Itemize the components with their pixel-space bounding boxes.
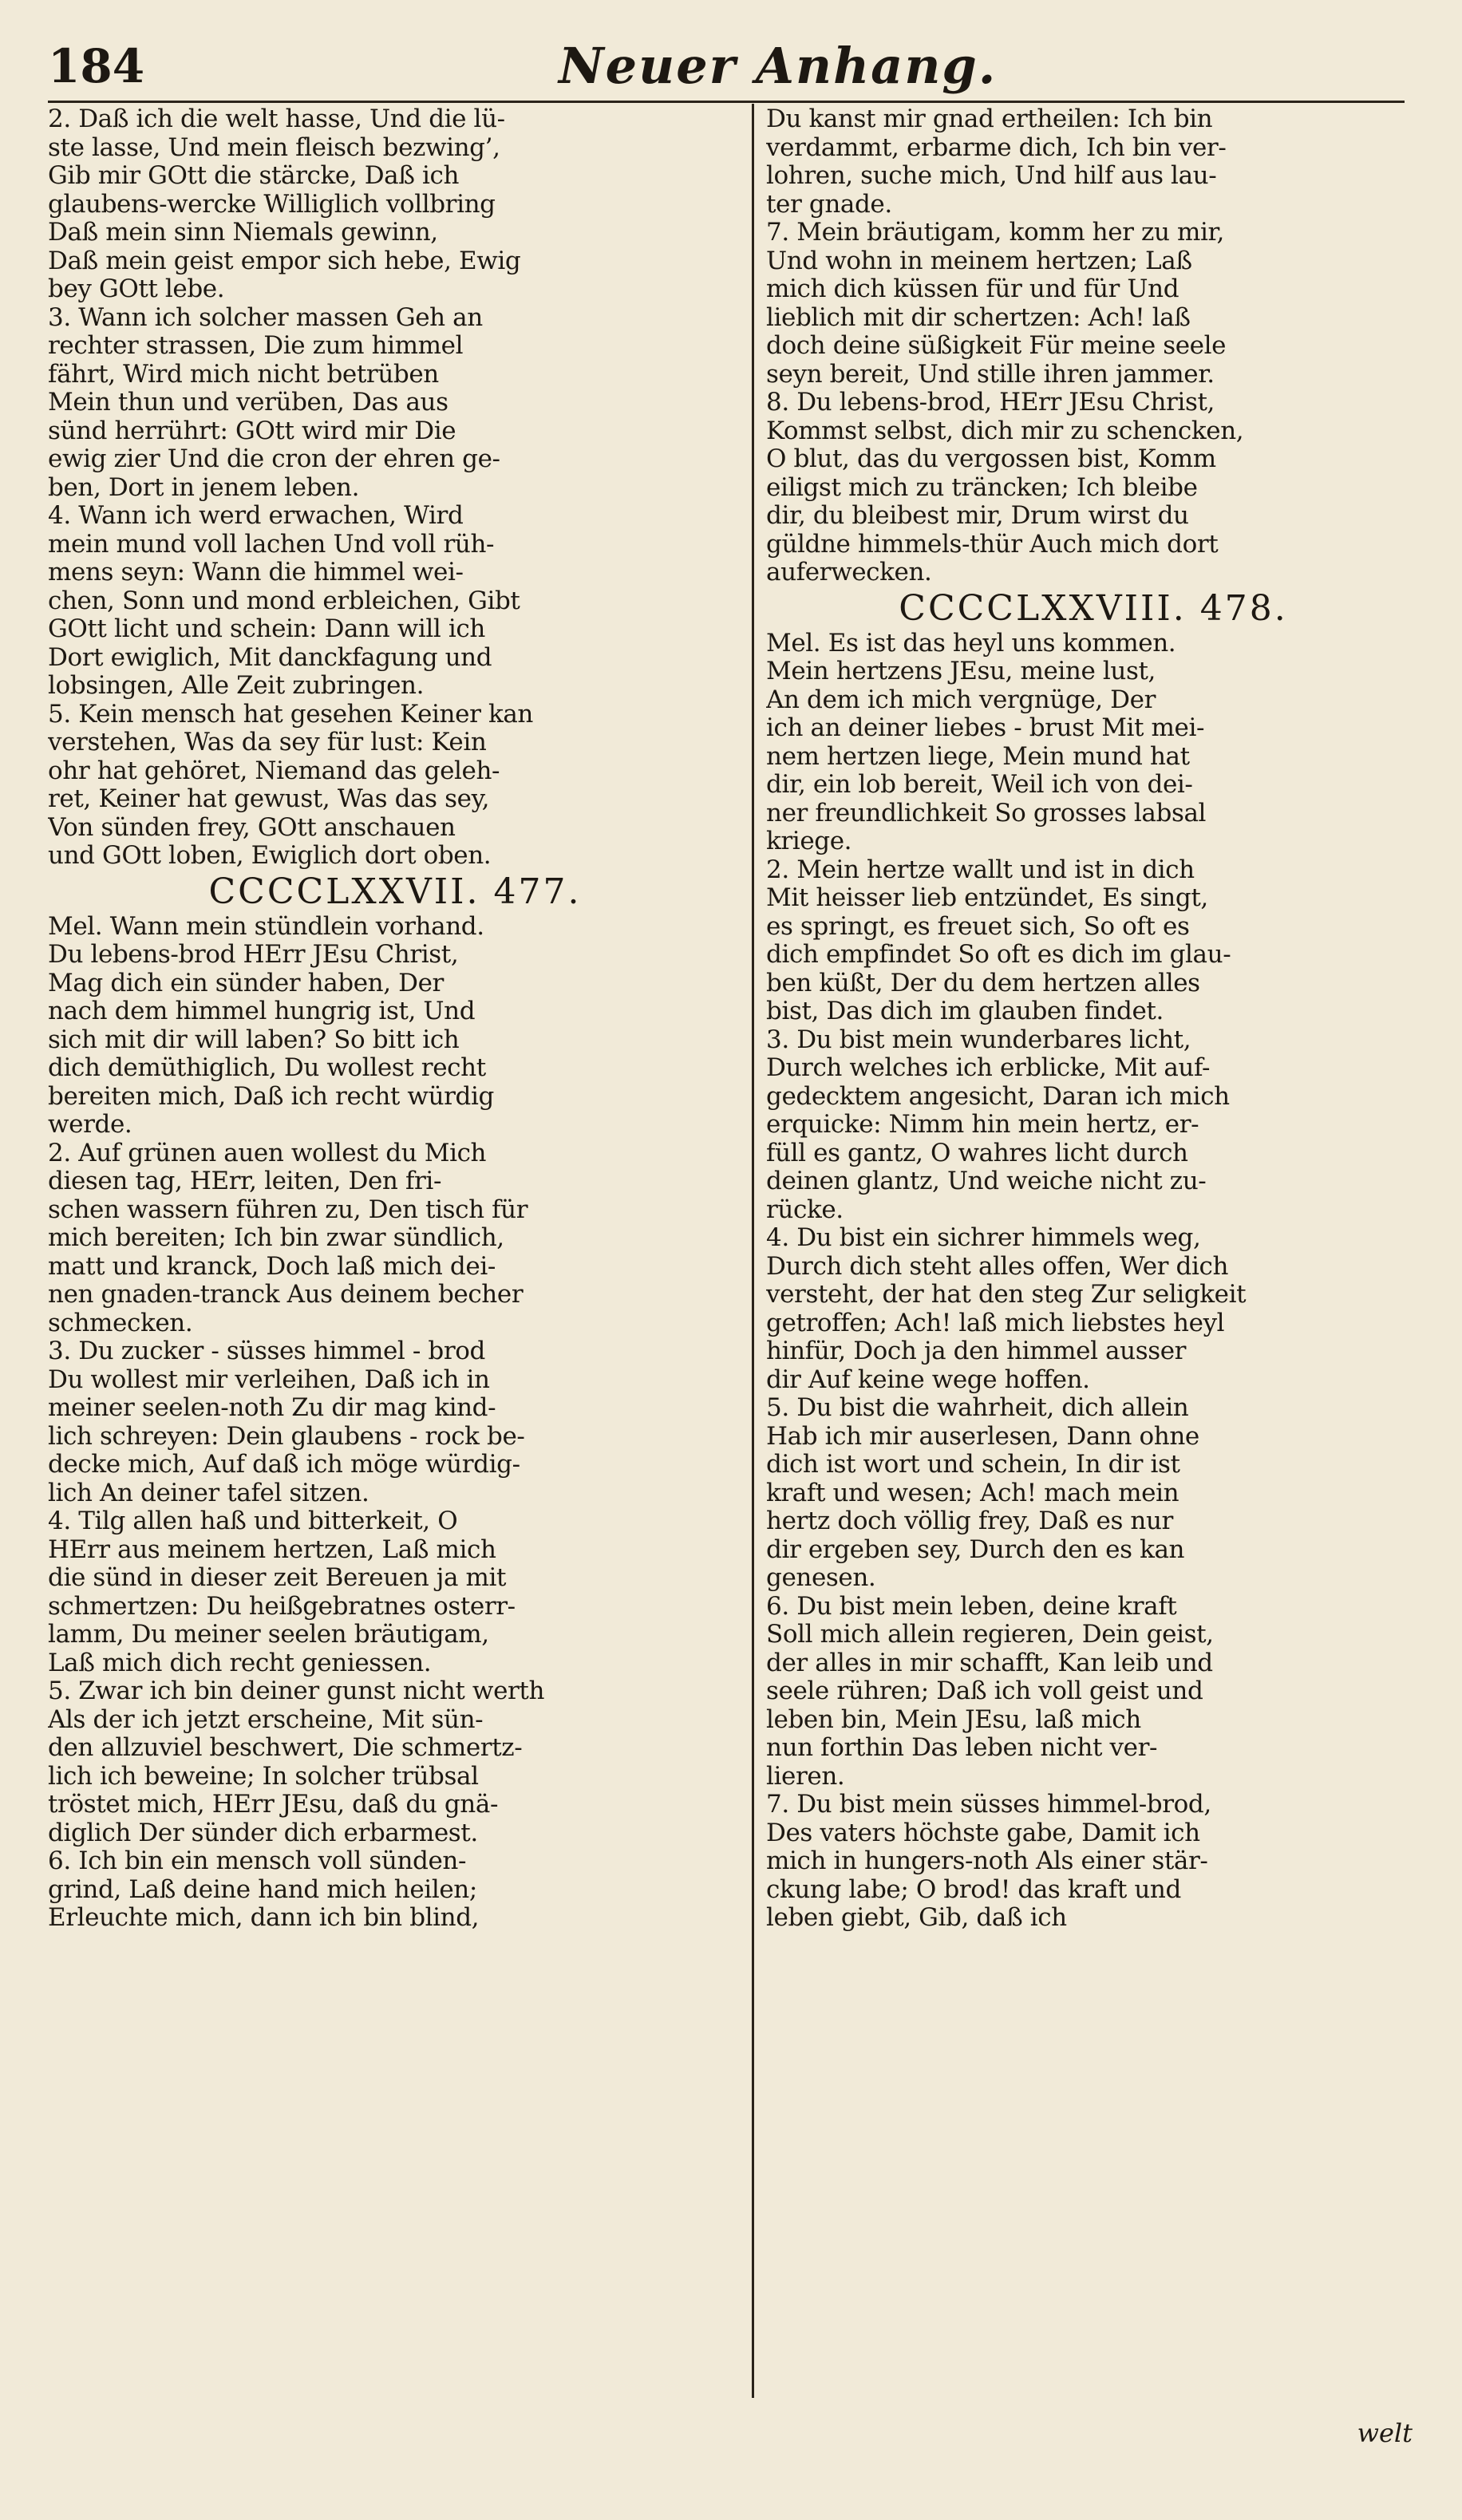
text-line: lohren, suche mich, Und hilf aus lau- [766, 162, 1217, 190]
text-line: mein mund voll lachen Und voll rüh- [48, 530, 495, 559]
text-line: leben giebt, Gib, daß ich [766, 1904, 1067, 1932]
text-line: werde. [48, 1111, 132, 1139]
text-line: lich schreyen: Dein glaubens - rock be- [48, 1422, 525, 1451]
page-header [48, 30, 1006, 102]
text-line: 5. Kein mensch hat gesehen Keiner kan [48, 700, 533, 729]
text-line: 3. Wann ich solcher massen Geh an [48, 303, 483, 332]
text-line: Mein hertzens JEsu, meine lust, [766, 658, 1156, 685]
text-line: 7. Mein bräutigam, komm her zu mir, [766, 219, 1224, 247]
text-line: Hab ich mir auserlesen, Dann ohne [766, 1422, 1199, 1451]
text-line: lich An deiner tafel sitzen. [48, 1479, 369, 1507]
text-line: ste lasse, Und mein fleisch bezwing’, [48, 133, 500, 162]
text-line: hertz doch völlig frey, Daß es nur [766, 1507, 1173, 1535]
text-line: matt und kranck, Doch laß mich dei- [48, 1252, 496, 1281]
text-line: sünd herrührt: GOtt wird mir Die [48, 417, 456, 445]
text-line: kraft und wesen; Ach! mach mein [766, 1479, 1179, 1507]
text-line: 5. Zwar ich bin deiner gunst nicht werth [48, 1677, 545, 1705]
catchword: welt [1357, 2418, 1413, 2448]
text-line: 4. Tilg allen haß und bitterkeit, O [48, 1507, 458, 1535]
text-line: lich ich beweine; In solcher trübsal [48, 1762, 479, 1791]
text-line: Mag dich ein sünder haben, Der [48, 969, 444, 997]
text-line: die sünd in dieser zeit Bereuen ja mit [48, 1564, 507, 1592]
text-line: ewig zier Und die cron der ehren ge- [48, 445, 500, 473]
text-line: bey GOtt lebe. [48, 275, 225, 303]
page-number: 184 [48, 39, 145, 93]
text-line: rechter strassen, Die zum himmel [48, 332, 464, 360]
text-line: güldne himmels-thür Auch mich dort [766, 530, 1219, 559]
text-line: ner freundlichkeit So grosses labsal [766, 799, 1207, 827]
running-title: Neuer Anhang. [559, 37, 998, 95]
text-line: mens seyn: Wann die himmel wei- [48, 559, 464, 587]
text-line: und GOtt loben, Ewiglich dort oben. [48, 842, 492, 870]
text-line: erquicke: Nimm hin mein hertz, er- [766, 1111, 1199, 1139]
text-line: Daß mein geist empor sich hebe, Ewig [48, 247, 521, 275]
text-line: lamm, Du meiner seelen bräutigam, [48, 1621, 489, 1649]
text-line: 6. Ich bin ein mensch voll sünden- [48, 1847, 467, 1875]
text-line: Durch dich steht alles offen, Wer dich [766, 1252, 1229, 1281]
text-line: verstehen, Was da sey für lust: Kein [48, 729, 487, 756]
text-line: Als der ich jetzt erscheine, Mit sün- [48, 1705, 484, 1734]
text-line: füll es gantz, O wahres licht durch [766, 1139, 1188, 1167]
text-line: Du wollest mir verleihen, Daß ich in [48, 1365, 490, 1394]
text-line: Mel. Wann mein stündlein vorhand. [48, 912, 484, 941]
text-line: chen, Sonn und mond erbleichen, Gibt [48, 587, 520, 615]
text-line: Mit heisser lieb entzündet, Es singt, [766, 884, 1208, 912]
text-line: dich demüthiglich, Du wollest recht [48, 1054, 486, 1082]
text-line: dich empfindet So oft es dich im glau- [766, 941, 1231, 969]
text-line: Von sünden frey, GOtt anschauen [48, 813, 456, 842]
text-line: dir, du bleibest mir, Drum wirst du [766, 502, 1189, 530]
text-line: ter gnade. [766, 190, 892, 219]
text-line: ben küßt, Der du dem hertzen alles [766, 969, 1200, 997]
text-line: schmertzen: Du heißgebratnes osterr- [48, 1592, 516, 1621]
text-line: deinen glantz, Und weiche nicht zu- [766, 1167, 1207, 1195]
text-line: seyn bereit, Und stille ihren jammer. [766, 360, 1215, 389]
text-line: nach dem himmel hungrig ist, Und [48, 997, 476, 1025]
text-line: GOtt licht und schein: Dann will ich [48, 615, 485, 643]
text-line: HErr aus meinem hertzen, Laß mich [48, 1535, 496, 1564]
text-line: bereiten mich, Daß ich recht würdig [48, 1082, 494, 1111]
text-line: rücke. [766, 1195, 844, 1224]
text-line: Du kanst mir gnad ertheilen: Ich bin [766, 105, 1213, 133]
text-line: tröstet mich, HErr JEsu, daß du gnä- [48, 1791, 499, 1819]
text-line: lobsingen, Alle Zeit zubringen. [48, 672, 425, 700]
text-line: auferwecken. [766, 559, 932, 587]
text-line: Laß mich dich recht geniessen. [48, 1649, 432, 1677]
text-line: Des vaters höchste gabe, Damit ich [766, 1819, 1200, 1847]
text-line: 8. Du lebens-brod, HErr JEsu Christ, [766, 389, 1215, 417]
text-line: gedecktem angesicht, Daran ich mich [766, 1082, 1230, 1111]
text-line: nem hertzen liege, Mein mund hat [766, 742, 1190, 771]
text-line: ich an deiner liebes - brust Mit mei- [766, 714, 1205, 742]
text-line: dir ergeben sey, Durch den es kan [766, 1535, 1185, 1564]
text-line: Daß mein sinn Niemals gewinn, [48, 219, 438, 247]
text-line: es springt, es freuet sich, So oft es [766, 912, 1190, 941]
text-line: 4. Du bist ein sichrer himmels weg, [766, 1224, 1201, 1252]
text-line: hinfür, Doch ja den himmel ausser [766, 1337, 1187, 1365]
header-rule [48, 101, 1405, 103]
text-line: Erleuchte mich, dann ich bin blind, [48, 1904, 480, 1932]
text-line: Kommst selbst, dich mir zu schencken, [766, 417, 1244, 445]
hymn-number: CCCCLXXVIII. 478. [899, 587, 1288, 629]
text-line: Gib mir GOtt die stärcke, Daß ich [48, 162, 460, 190]
text-line: lieblich mit dir schertzen: Ach! laß [766, 303, 1191, 332]
text-line: mich bereiten; Ich bin zwar sündlich, [48, 1224, 504, 1252]
text-line: Dort ewiglich, Mit danckfagung und [48, 643, 492, 672]
text-line: lieren. [766, 1762, 845, 1791]
text-line: decke mich, Auf daß ich möge würdig- [48, 1451, 520, 1479]
text-line: nen gnaden-tranck Aus deinem becher [48, 1281, 524, 1309]
text-line: Du lebens-brod HErr JEsu Christ, [48, 941, 459, 969]
text-line: dir, ein lob bereit, Weil ich von dei- [766, 771, 1193, 799]
right-column [766, 105, 1421, 2459]
text-line: bist, Das dich im glauben findet. [766, 997, 1164, 1025]
text-line: 5. Du bist die wahrheit, dich allein [766, 1394, 1189, 1422]
text-line: doch deine süßigkeit Für meine seele [766, 332, 1227, 360]
text-line: 7. Du bist mein süsses himmel-brod, [766, 1791, 1211, 1819]
text-line: kriege. [766, 827, 852, 855]
text-line: verdammt, erbarme dich, Ich bin ver- [766, 133, 1227, 162]
text-line: diglich Der sünder dich erbarmest. [48, 1819, 478, 1847]
text-line: 3. Du bist mein wunderbares licht, [766, 1025, 1191, 1054]
text-line: An dem ich mich vergnüge, Der [766, 685, 1156, 714]
text-line: genesen. [766, 1564, 876, 1592]
text-line: 6. Du bist mein leben, deine kraft [766, 1592, 1177, 1621]
text-line: Und wohn in meinem hertzen; Laß [766, 247, 1192, 275]
text-line: 2. Mein hertze wallt und ist in dich [766, 855, 1195, 884]
text-line: 2. Daß ich die welt hasse, Und die lü- [48, 105, 505, 133]
text-line: leben bin, Mein JEsu, laß mich [766, 1705, 1141, 1734]
text-line: den allzuviel beschwert, Die schmertz- [48, 1734, 523, 1762]
text-line: ret, Keiner hat gewust, Was das sey, [48, 785, 490, 813]
text-line: schen wassern führen zu, Den tisch für [48, 1195, 528, 1224]
text-line: Soll mich allein regieren, Dein geist, [766, 1621, 1214, 1649]
hymn-number: CCCCLXXVII. 477. [208, 871, 582, 912]
text-line: glaubens-wercke Williglich vollbring [48, 190, 496, 219]
text-line: dir Auf keine wege hoffen. [766, 1365, 1090, 1394]
text-line: ohr hat gehöret, Niemand das geleh- [48, 756, 500, 785]
text-line: Mein thun und verüben, Das aus [48, 389, 448, 417]
text-line: ckung labe; O brod! das kraft und [766, 1875, 1181, 1904]
text-line: 4. Wann ich werd erwachen, Wird [48, 502, 464, 530]
text-line: ben, Dort in jenem leben. [48, 473, 360, 502]
column-rule [752, 104, 754, 2398]
text-line: sich mit dir will laben? So bitt ich [48, 1025, 460, 1054]
text-line: dich ist wort und schein, In dir ist [766, 1451, 1180, 1479]
text-line: eiligst mich zu träncken; Ich bleibe [766, 473, 1198, 502]
text-line: der alles in mir schafft, Kan leib und [766, 1649, 1213, 1677]
text-line: fährt, Wird mich nicht betrüben [48, 360, 439, 389]
text-line: mich dich küssen für und für Und [766, 275, 1179, 303]
text-line: Durch welches ich erblicke, Mit auf- [766, 1054, 1211, 1082]
left-column [48, 105, 742, 2459]
text-line: Mel. Es ist das heyl uns kommen. [766, 629, 1176, 658]
text-line: mich in hungers-noth Als einer stär- [766, 1847, 1208, 1875]
text-line: diesen tag, HErr, leiten, Den fri- [48, 1167, 442, 1195]
text-line: nun forthin Das leben nicht ver- [766, 1734, 1158, 1762]
text-line: getroffen; Ach! laß mich liebstes heyl [766, 1309, 1225, 1337]
text-line: versteht, der hat den steg Zur seligkeit [766, 1281, 1247, 1309]
text-line: seele rühren; Daß ich voll geist und [766, 1677, 1203, 1705]
text-line: 2. Auf grünen auen wollest du Mich [48, 1139, 487, 1167]
text-line: meiner seelen-noth Zu dir mag kind- [48, 1394, 496, 1422]
text-line: schmecken. [48, 1309, 193, 1337]
text-line: grind, Laß deine hand mich heilen; [48, 1875, 477, 1904]
text-line: O blut, das du vergossen bist, Komm [766, 445, 1216, 473]
text-line: 3. Du zucker - süsses himmel - brod [48, 1337, 485, 1365]
